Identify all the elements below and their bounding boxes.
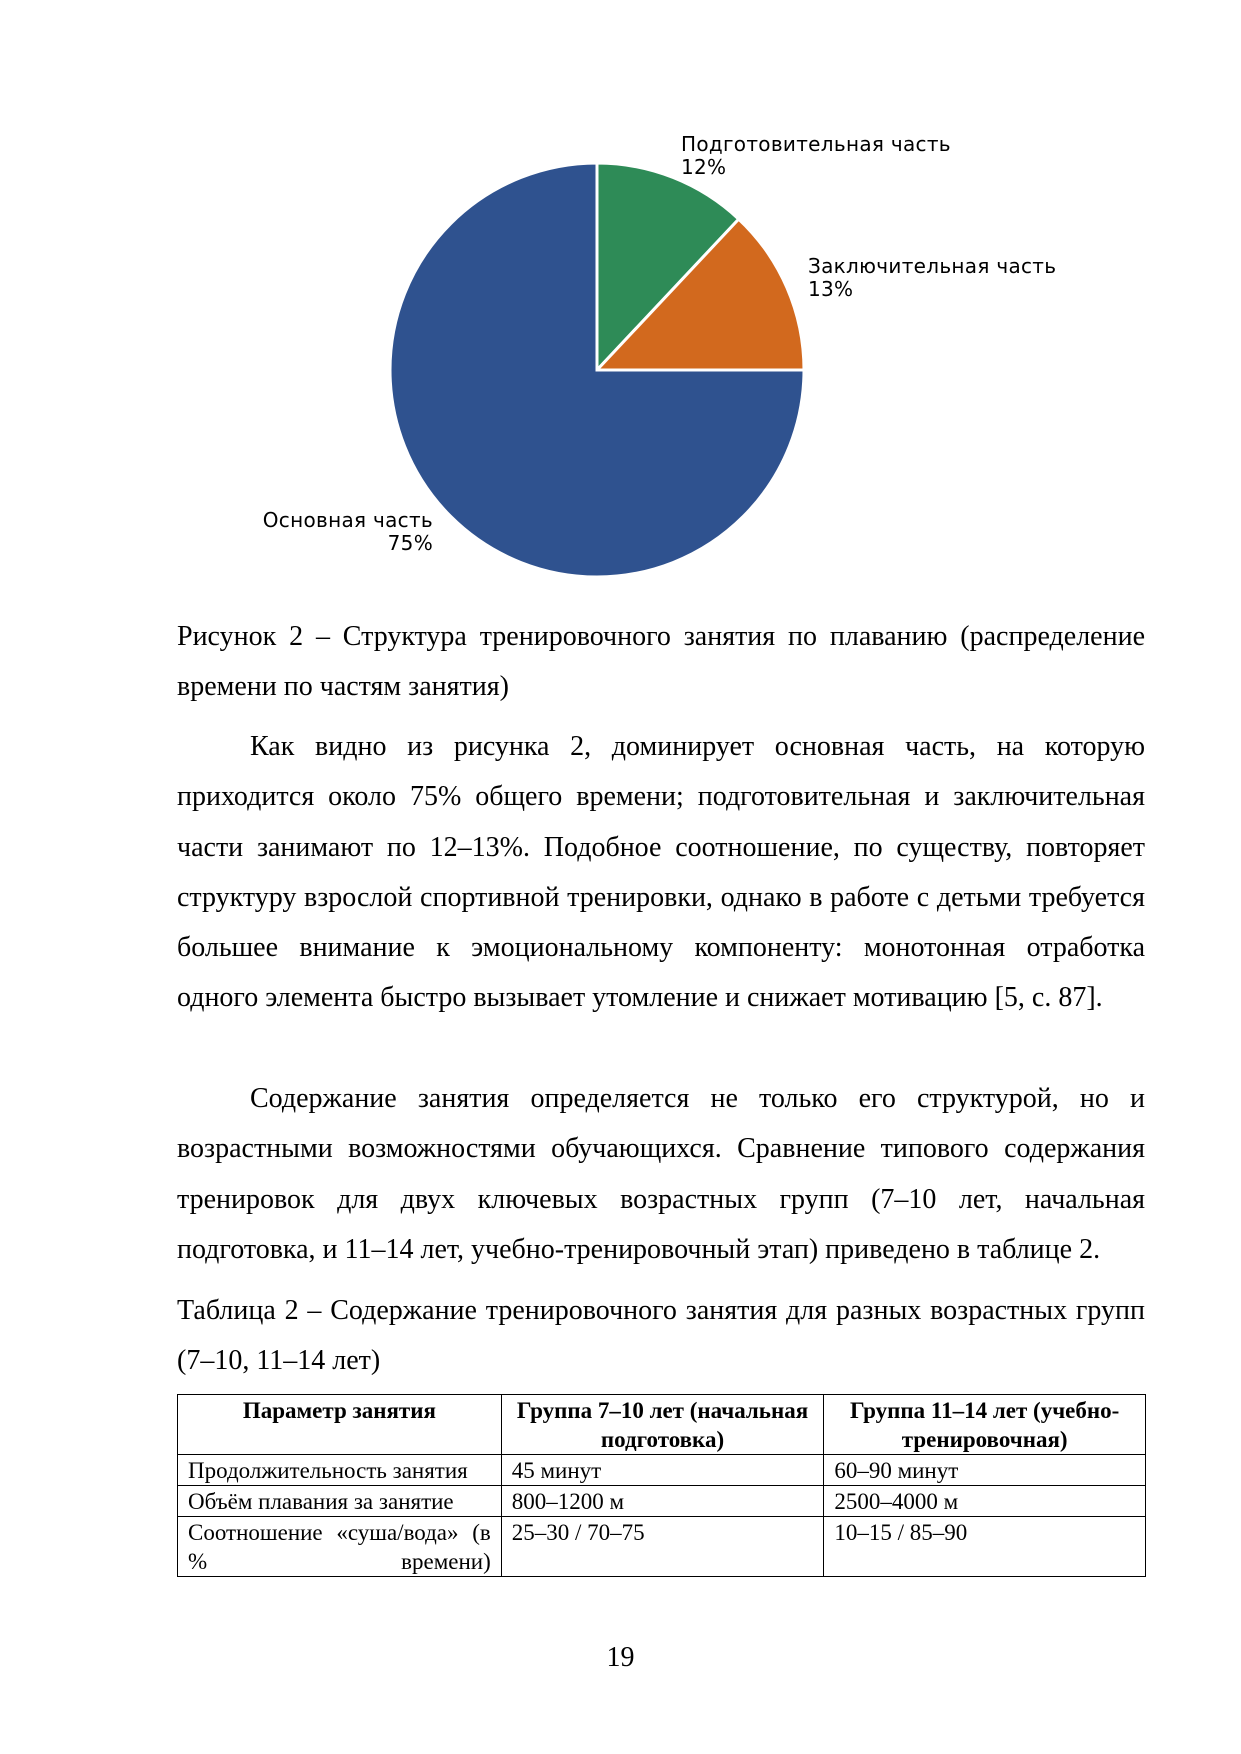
table-cell: Соотношение «суша/вода» (в % времени)	[178, 1517, 502, 1577]
table-cell: 45 минут	[501, 1455, 824, 1486]
content-table	[177, 1394, 1146, 1577]
table-row	[178, 1486, 1146, 1517]
slice-name-label: Заключительная часть	[808, 254, 1057, 278]
table-row	[178, 1517, 1146, 1577]
table-cell: 25–30 / 70–75	[501, 1517, 824, 1577]
table-cell: 10–15 / 85–90	[824, 1517, 1146, 1577]
body-paragraph-2: Содержание занятия определяется не только его структурой, но и возрастными возможностями обучающихся. Сравнение типового содержания тренировок для двух ключевых возрастных групп (7–10 лет, начальная подготовка, и 11–14 лет, учебно-тренировочный этап) приведено в таблице 2.	[177, 1083, 1145, 1265]
table-header-row	[178, 1395, 1146, 1455]
page-number: 19	[606, 1642, 635, 1673]
table-cell: Объём плавания за занятие	[178, 1486, 502, 1517]
pie-chart	[0, 0, 1241, 610]
body-paragraph-1: Как видно из рисунка 2, доминирует основная часть, на которую приходится около 75% общего времени; подготовительная и заключительная части занимают по 12–13%. Подобное соотношение, по существу, повторяет структуру взрослой спортивной тренировки, однако в работе с детьми требуется большее внимание к эмоциональному компоненту: монотонная отработка одного элемента быстро вызывает утомление и снижает мотивацию [5, с. 87].	[177, 731, 1145, 1014]
table-row	[178, 1455, 1146, 1486]
table-cell: 800–1200 м	[501, 1486, 824, 1517]
table-cell: 60–90 минут	[824, 1455, 1146, 1486]
table-header-cell: Группа 7–10 лет (начальная подготовка)	[501, 1395, 824, 1455]
slice-name-label: Подготовительная часть	[681, 132, 951, 156]
pie-slice-label	[681, 132, 951, 179]
slice-percent-label: 75%	[387, 531, 433, 555]
pie-slice-label	[808, 254, 1056, 301]
pie-chart-svg	[0, 0, 1241, 610]
table-caption: Таблица 2 – Содержание тренировочного занятия для разных возрастных групп (7–10, 11–14 лет)	[177, 1295, 1145, 1376]
table-header-cell: Группа 11–14 лет (учебно-тренировочная)	[824, 1395, 1146, 1455]
slice-percent-label: 13%	[808, 277, 854, 301]
pie-slice-label	[263, 508, 433, 555]
table-header-cell: Параметр занятия	[178, 1395, 502, 1455]
slice-name-label: Основная часть	[262, 508, 433, 532]
slice-percent-label: 12%	[681, 155, 727, 179]
figure-caption: Рисунок 2 – Структура тренировочного занятия по плаванию (распределение времени по частям занятия)	[177, 621, 1145, 702]
table-cell: 2500–4000 м	[824, 1486, 1146, 1517]
table-cell: Продолжительность занятия	[178, 1455, 502, 1486]
